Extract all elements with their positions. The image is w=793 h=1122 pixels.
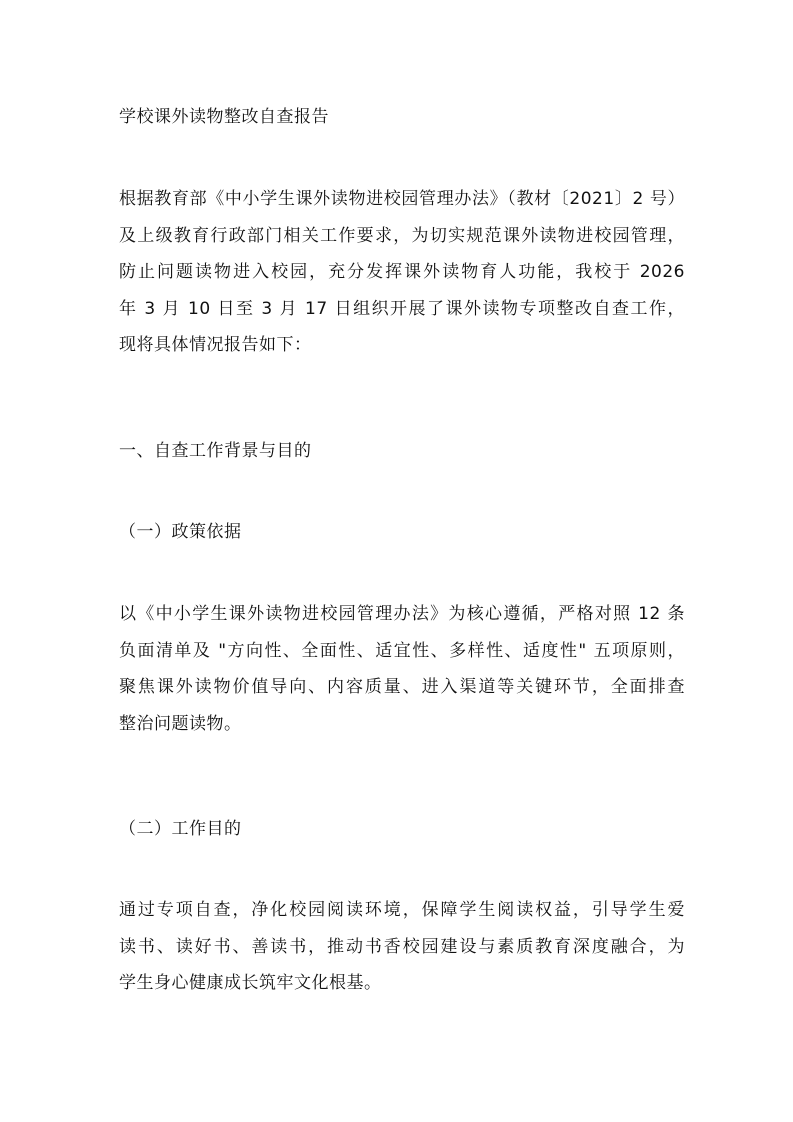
- intro-line: 现将具体情况报告如下：: [119, 335, 312, 355]
- work-purpose-line: 通过专项自查，净化校园阅读环境，保障学生阅读权益，引导学生爱: [119, 900, 685, 920]
- policy-basis-paragraph: [119, 596, 685, 742]
- intro-paragraph: [119, 181, 685, 364]
- section-heading: [119, 433, 685, 470]
- policy-basis-line: 聚焦课外读物价值导向、内容质量、进入渠道等关键环节，全面排查: [119, 677, 685, 697]
- policy-basis-line: 负面清单及 "方向性、全面性、适宜性、多样性、适度性" 五项原则，: [119, 640, 685, 661]
- subsection-heading-text: （二）工作目的: [119, 819, 242, 839]
- policy-basis-line: 以《中小学生课外读物进校园管理办法》为核心遵循，严格对照 12 条: [119, 604, 685, 624]
- work-purpose-line: 学生身心健康成长筑牢文化根基。: [119, 973, 382, 993]
- document-title: [119, 99, 685, 136]
- work-purpose-paragraph: [119, 892, 685, 1002]
- document-title-text: 学校课外读物整改自查报告: [119, 107, 329, 127]
- subsection-heading-text: （一）政策依据: [119, 522, 242, 542]
- section-heading-text: 一、自查工作背景与目的: [119, 441, 312, 461]
- subsection-heading: [119, 811, 685, 848]
- intro-line: 年 3 月 10 日至 3 月 17 日组织开展了课外读物专项整改自查工作，: [119, 298, 685, 319]
- work-purpose-line: 读书、读好书、善读书，推动书香校园建设与素质教育深度融合，为: [119, 936, 685, 957]
- intro-line: 防止问题读物进入校园，充分发挥课外读物育人功能，我校于 2026: [119, 262, 685, 282]
- intro-line: 及上级教育行政部门相关工作要求，为切实规范课外读物进校园管理，: [119, 225, 685, 246]
- intro-line: 根据教育部《中小学生课外读物进校园管理办法》（教材〔2021〕2 号）: [119, 189, 685, 209]
- subsection-heading: [119, 514, 685, 551]
- policy-basis-line: 整治问题读物。: [119, 713, 242, 734]
